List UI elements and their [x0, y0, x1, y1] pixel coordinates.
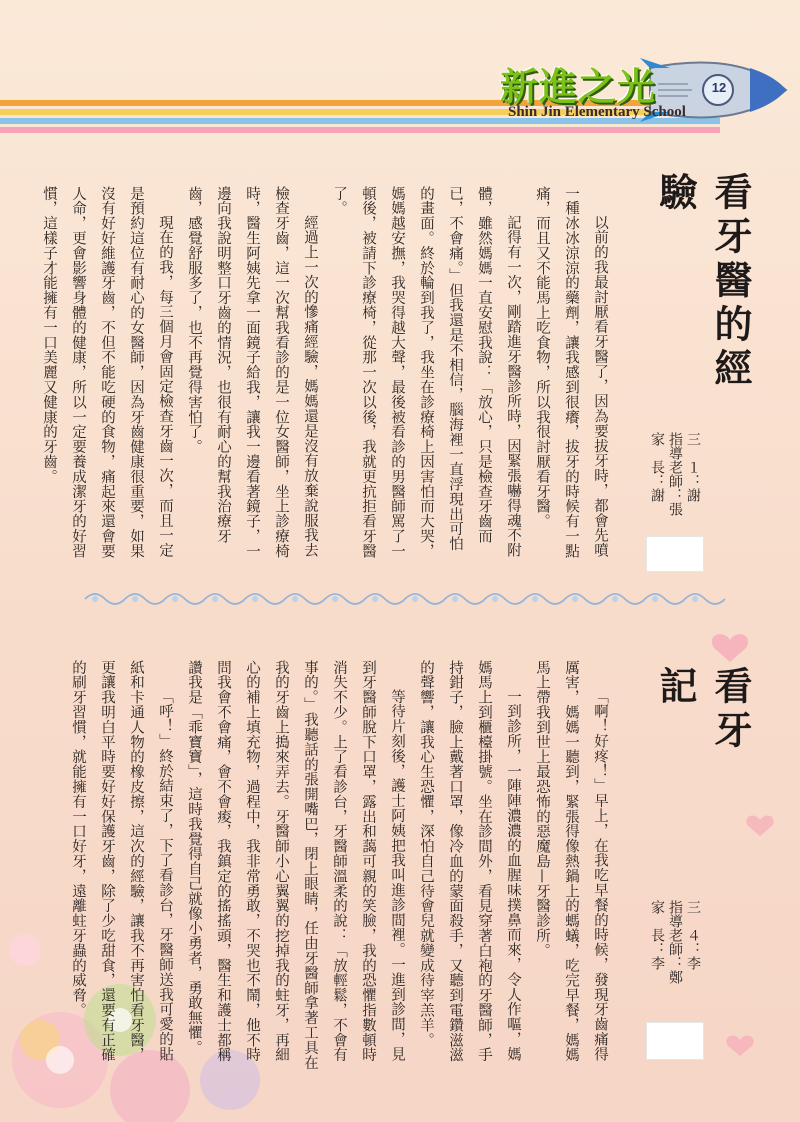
school-name-cn: 新進之光 — [500, 64, 657, 109]
school-name-en: Shin Jin Elementary School — [508, 104, 686, 120]
article2-body — [70, 660, 614, 1070]
article1-paragraph: 以前的我最討厭看牙醫了，因為要拔牙時，都會先噴一種冰冰涼涼的藥劑，讓我感到很癢，拔牙的時候有一點痛，而且又不能馬上吃食物，所以我很討厭看牙醫。 — [534, 186, 608, 559]
article1-byline — [646, 432, 702, 552]
article1-paragraph: 現在的我，每三個月會固定檢查牙齒一次，而且一定是預約這位有耐心的女醫師，因為牙齒健康很重要，如果沒有好好維護牙齒，不但不能吃硬的食物，痛起來還會要人命，更會影響身體的健康，所以一定要養成潔牙的好習慣，這樣子才能擁有一口美麗又健康的牙齒。 — [41, 186, 173, 559]
article1-body — [41, 186, 614, 566]
article2-byline-parent: 家 長：李 — [649, 900, 665, 970]
article1-byline-teacher: 指導老師：張 — [667, 432, 683, 516]
article2-paragraph: 「啊！好疼！」早上，在我吃早餐的時候，發現牙齒痛得厲害，媽媽一聽到，緊張得像熱鍋上的螞蟻，吃完早餐，媽媽馬上帶我到世上最恐怖的惡魔島—牙醫診所。 — [534, 660, 608, 1063]
article2-paragraph: 一到診所，一陣陣濃濃的血腥味撲鼻而來，令人作嘔，媽媽馬上到櫃檯掛號。坐在診間外，看見穿著白袍的牙醫師，手持鉗子，臉上戴著口罩，像冷血的蒙面殺手，又聽到電鑽滋滋的聲響，讓我心生恐懼，深怕自己待會兒就變成待宰羔羊。 — [418, 660, 521, 1063]
article1-byline-class: 三 １：謝 — [685, 432, 701, 502]
article1-paragraph: 記得有一次，剛踏進牙醫診所時，因緊張嚇得魂不附體，雖然媽媽一直安慰我說：「放心，只是檢查牙齒而已，不會痛。」但我還是不相信，腦海裡一直浮現出可怕的畫面。終於輪到我了，我坐在診療椅上因害怕而大哭，媽媽越安撫，我哭得越大聲，最後被看診的男醫師罵了一頓後，被請下診療椅，從那一次以後，我就更抗拒看牙醫了。 — [331, 186, 521, 559]
article1-byline-parent: 家 長：謝 — [649, 432, 665, 502]
article1-paragraph: 經過上一次的慘痛經驗，媽媽還是沒有放棄說服我去檢查牙齒，這一次幫我看診的是一位女醫師，坐上診療椅時，醫生阿姨先拿一面鏡子給我，讓我一邊看著鏡子，一邊向我說明整口牙齒的情況，也很有耐心的幫我治療牙齒，感覺舒服多了，也不再覺得害怕了。 — [186, 186, 318, 559]
redacted-names-block — [646, 1022, 704, 1060]
floral-divider — [85, 586, 725, 612]
article1-title: 看牙醫的經驗 — [653, 172, 753, 392]
article2-title: 看牙記 — [653, 666, 753, 754]
article2-byline-teacher: 指導老師：鄭 — [667, 900, 683, 984]
article2-byline-class: 三 ４：李 — [685, 900, 701, 970]
page-number: 12 — [711, 80, 727, 95]
article2-paragraph: 「呼！」終於結束了，下了看診台，牙醫師送我可愛的貼紙和卡通人物的橡皮擦，這次的經驗，讓我不再害怕看牙醫，更讓我明白平時要好好保護牙齒，除了少吃甜食，還要有正確的刷牙習慣，就能擁有一口好牙，遠離蛀牙蟲的威脅。 — [70, 660, 173, 1063]
stripe-pink — [0, 127, 720, 133]
article2-byline — [646, 900, 702, 1020]
redacted-names-block — [646, 536, 704, 572]
article2-paragraph: 等待片刻後，護士阿姨把我叫進診間裡。一進到診間，見到牙醫師脫下口罩，露出和藹可親的笑臉，我的恐懼指數頓時消失不少。上了看診台，牙醫師溫柔的說：「放輕鬆，不會有事的。」我聽話的張開嘴巴，閉上眼睛，任由牙醫師拿著工具在我的牙齒上搗來弄去。牙醫師小心翼翼的挖掉我的蛀牙，再細心的補上填充物，過程中，我非常勇敢，不哭也不鬧，他不時問我會不會痛，會不會痠，我鎮定的搖搖頭，醫生和護士都稱讚我是「乖寶寶」，這時我覺得自己就像小勇者，勇敢無懼。 — [186, 660, 405, 1070]
